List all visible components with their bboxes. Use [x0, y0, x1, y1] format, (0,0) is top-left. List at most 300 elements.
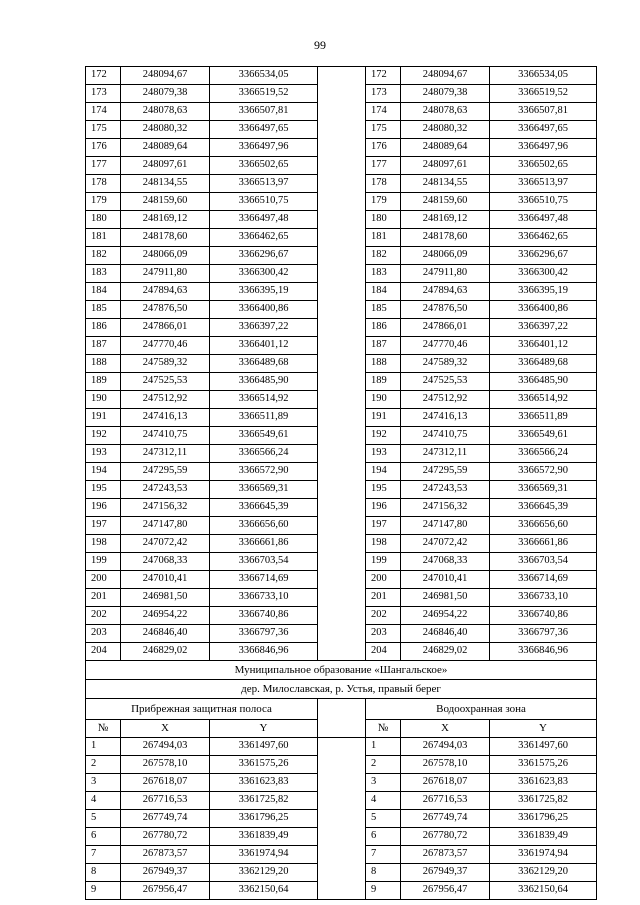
right-cell-y: 3366497,48 — [490, 211, 597, 229]
right-cell-y: 3361796,25 — [490, 810, 597, 828]
left-cell-y: 3366549,61 — [210, 427, 318, 445]
left-cell-x: 248094,67 — [121, 67, 210, 85]
right-cell-num: 5 — [366, 810, 401, 828]
right-cell-num: 178 — [366, 175, 401, 193]
right-cell-num: 191 — [366, 409, 401, 427]
left-cell-num: 204 — [86, 643, 121, 661]
right-cell-x: 247243,53 — [401, 481, 490, 499]
left-cell-y: 3361725,82 — [210, 792, 318, 810]
right-cell-y: 3361497,60 — [490, 738, 597, 756]
left-cell-x: 246981,50 — [121, 589, 210, 607]
left-cell-num: 9 — [86, 882, 121, 900]
right-cell-y: 3366397,22 — [490, 319, 597, 337]
right-cell-x: 247010,41 — [401, 571, 490, 589]
left-cell-y: 3366489,68 — [210, 355, 318, 373]
right-cell-x: 248089,64 — [401, 139, 490, 157]
lower-section — [86, 661, 597, 738]
column-gap — [318, 517, 366, 535]
left-cell-num: 202 — [86, 607, 121, 625]
coordinates-table — [85, 66, 597, 900]
table-row — [86, 810, 597, 828]
left-cell-num: 189 — [86, 373, 121, 391]
left-cell-x: 247312,11 — [121, 445, 210, 463]
table-row — [86, 589, 597, 607]
right-cell-x: 248159,60 — [401, 193, 490, 211]
left-cell-y: 3366797,36 — [210, 625, 318, 643]
left-cell-y: 3361839,49 — [210, 828, 318, 846]
right-cell-num: 7 — [366, 846, 401, 864]
left-cell-x: 267749,74 — [121, 810, 210, 828]
right-cell-x: 247866,01 — [401, 319, 490, 337]
table-row — [86, 445, 597, 463]
left-cell-x: 247295,59 — [121, 463, 210, 481]
left-cell-y: 3366714,69 — [210, 571, 318, 589]
right-cell-num: 2 — [366, 756, 401, 774]
table-row — [86, 553, 597, 571]
right-cell-num: 190 — [366, 391, 401, 409]
left-cell-num: 187 — [86, 337, 121, 355]
left-cell-x: 267494,03 — [121, 738, 210, 756]
column-gap — [318, 247, 366, 265]
left-cell-y: 3366740,86 — [210, 607, 318, 625]
left-cell-x: 247072,42 — [121, 535, 210, 553]
table-row — [86, 319, 597, 337]
left-cell-num: 192 — [86, 427, 121, 445]
left-cell-num: 180 — [86, 211, 121, 229]
right-cell-num: 200 — [366, 571, 401, 589]
right-cell-x: 246846,40 — [401, 625, 490, 643]
left-cell-x: 247410,75 — [121, 427, 210, 445]
table-row — [86, 774, 597, 792]
right-cell-y: 3361623,83 — [490, 774, 597, 792]
right-cell-y: 3362150,64 — [490, 882, 597, 900]
left-cell-num: 173 — [86, 85, 121, 103]
column-gap — [318, 720, 366, 738]
right-cell-x: 248094,67 — [401, 67, 490, 85]
table-row — [86, 828, 597, 846]
left-cell-x: 246846,40 — [121, 625, 210, 643]
left-cell-num: 178 — [86, 175, 121, 193]
left-cell-x: 267780,72 — [121, 828, 210, 846]
left-cell-num: 186 — [86, 319, 121, 337]
right-cell-x: 248134,55 — [401, 175, 490, 193]
column-gap — [318, 846, 366, 864]
left-cell-x: 247894,63 — [121, 283, 210, 301]
table-row — [86, 499, 597, 517]
column-gap — [318, 535, 366, 553]
right-cell-x: 247894,63 — [401, 283, 490, 301]
left-cell-x: 248097,61 — [121, 157, 210, 175]
left-cell-y: 3366511,89 — [210, 409, 318, 427]
right-cell-y: 3366510,75 — [490, 193, 597, 211]
right-cell-x: 267780,72 — [401, 828, 490, 846]
right-cell-x: 267716,53 — [401, 792, 490, 810]
right-cell-y: 3366797,36 — [490, 625, 597, 643]
column-gap — [318, 463, 366, 481]
right-cell-x: 267873,57 — [401, 846, 490, 864]
left-cell-x: 267618,07 — [121, 774, 210, 792]
right-cell-y: 3366703,54 — [490, 553, 597, 571]
left-cell-x: 247770,46 — [121, 337, 210, 355]
left-cell-y: 3366733,10 — [210, 589, 318, 607]
right-cell-y: 3366395,19 — [490, 283, 597, 301]
left-cell-y: 3366497,65 — [210, 121, 318, 139]
left-cell-y: 3361575,26 — [210, 756, 318, 774]
left-cell-num: 8 — [86, 864, 121, 882]
right-cell-num: 3 — [366, 774, 401, 792]
left-cell-y: 3362150,64 — [210, 882, 318, 900]
right-cell-x: 247312,11 — [401, 445, 490, 463]
left-cell-num: 183 — [86, 265, 121, 283]
right-cell-num: 199 — [366, 553, 401, 571]
right-cell-num: 185 — [366, 301, 401, 319]
right-cell-x: 246954,22 — [401, 607, 490, 625]
table-row — [86, 67, 597, 85]
left-cell-num: 188 — [86, 355, 121, 373]
right-cell-num: 6 — [366, 828, 401, 846]
left-cell-x: 247866,01 — [121, 319, 210, 337]
municipality-title: Муниципальное образование «Шангальское» — [86, 661, 597, 680]
table-row — [86, 301, 597, 319]
right-header-y: Y — [490, 720, 597, 738]
left-cell-x: 267873,57 — [121, 846, 210, 864]
left-cell-y: 3366485,90 — [210, 373, 318, 391]
left-cell-num: 197 — [86, 517, 121, 535]
left-cell-num: 175 — [86, 121, 121, 139]
left-cell-num: 195 — [86, 481, 121, 499]
left-cell-y: 3366497,48 — [210, 211, 318, 229]
left-cell-num: 4 — [86, 792, 121, 810]
left-cell-x: 247525,53 — [121, 373, 210, 391]
right-cell-num: 204 — [366, 643, 401, 661]
column-gap — [318, 810, 366, 828]
right-cell-num: 181 — [366, 229, 401, 247]
left-cell-x: 246829,02 — [121, 643, 210, 661]
left-cell-y: 3361623,83 — [210, 774, 318, 792]
right-cell-x: 247147,80 — [401, 517, 490, 535]
right-cell-num: 195 — [366, 481, 401, 499]
column-gap — [318, 427, 366, 445]
column-gap — [318, 699, 366, 720]
left-header-num: № — [86, 720, 121, 738]
left-cell-num: 185 — [86, 301, 121, 319]
right-cell-y: 3366513,97 — [490, 175, 597, 193]
table-row — [86, 355, 597, 373]
right-cell-num: 182 — [366, 247, 401, 265]
left-cell-y: 3361974,94 — [210, 846, 318, 864]
left-cell-x: 247243,53 — [121, 481, 210, 499]
column-gap — [318, 571, 366, 589]
left-cell-x: 248079,38 — [121, 85, 210, 103]
right-cell-y: 3361974,94 — [490, 846, 597, 864]
table-row — [86, 625, 597, 643]
right-cell-y: 3366740,86 — [490, 607, 597, 625]
left-cell-num: 177 — [86, 157, 121, 175]
column-gap — [318, 373, 366, 391]
right-cell-num: 179 — [366, 193, 401, 211]
left-cell-num: 199 — [86, 553, 121, 571]
table-row — [86, 391, 597, 409]
left-cell-y: 3366566,24 — [210, 445, 318, 463]
table-row — [86, 481, 597, 499]
left-cell-x: 247068,33 — [121, 553, 210, 571]
right-cell-x: 267956,47 — [401, 882, 490, 900]
right-cell-num: 192 — [366, 427, 401, 445]
right-cell-x: 247770,46 — [401, 337, 490, 355]
right-cell-x: 246829,02 — [401, 643, 490, 661]
table-row — [86, 211, 597, 229]
left-cell-y: 3366514,92 — [210, 391, 318, 409]
column-gap — [318, 607, 366, 625]
right-cell-y: 3366645,39 — [490, 499, 597, 517]
left-cell-x: 247010,41 — [121, 571, 210, 589]
table-row — [86, 846, 597, 864]
table-row — [86, 427, 597, 445]
column-gap — [318, 211, 366, 229]
column-gap — [318, 481, 366, 499]
left-cell-y: 3366846,96 — [210, 643, 318, 661]
column-gap — [318, 738, 366, 756]
page-number: 99 — [314, 38, 326, 52]
right-cell-num: 180 — [366, 211, 401, 229]
left-cell-num: 3 — [86, 774, 121, 792]
left-cell-num: 176 — [86, 139, 121, 157]
left-cell-x: 267956,47 — [121, 882, 210, 900]
left-cell-x: 247147,80 — [121, 517, 210, 535]
table-row — [86, 247, 597, 265]
right-cell-y: 3361575,26 — [490, 756, 597, 774]
table-row — [86, 103, 597, 121]
right-cell-y: 3366511,89 — [490, 409, 597, 427]
left-cell-y: 3366296,67 — [210, 247, 318, 265]
table-row — [86, 607, 597, 625]
left-cell-num: 6 — [86, 828, 121, 846]
table-row — [86, 882, 597, 900]
table-row — [86, 175, 597, 193]
left-cell-y: 3366300,42 — [210, 265, 318, 283]
table-row — [86, 864, 597, 882]
right-cell-x: 247068,33 — [401, 553, 490, 571]
right-cell-num: 201 — [366, 589, 401, 607]
left-cell-num: 200 — [86, 571, 121, 589]
left-cell-y: 3362129,20 — [210, 864, 318, 882]
left-cell-y: 3366661,86 — [210, 535, 318, 553]
right-cell-y: 3366507,81 — [490, 103, 597, 121]
right-cell-x: 247156,32 — [401, 499, 490, 517]
column-gap — [318, 774, 366, 792]
right-cell-x: 267749,74 — [401, 810, 490, 828]
right-cell-num: 186 — [366, 319, 401, 337]
right-cell-num: 4 — [366, 792, 401, 810]
right-cell-y: 3366300,42 — [490, 265, 597, 283]
left-cell-x: 247911,80 — [121, 265, 210, 283]
right-cell-x: 248066,09 — [401, 247, 490, 265]
left-cell-y: 3366502,65 — [210, 157, 318, 175]
left-section-title: Прибрежная защитная полоса — [86, 699, 318, 720]
right-cell-y: 3366733,10 — [490, 589, 597, 607]
right-cell-y: 3366656,60 — [490, 517, 597, 535]
right-cell-y: 3366462,65 — [490, 229, 597, 247]
right-cell-num: 175 — [366, 121, 401, 139]
left-cell-y: 3366513,97 — [210, 175, 318, 193]
right-cell-x: 247295,59 — [401, 463, 490, 481]
right-cell-y: 3366514,92 — [490, 391, 597, 409]
table-row — [86, 337, 597, 355]
left-cell-y: 3366569,31 — [210, 481, 318, 499]
left-cell-x: 267949,37 — [121, 864, 210, 882]
column-gap — [318, 792, 366, 810]
column-gap — [318, 301, 366, 319]
left-cell-x: 248134,55 — [121, 175, 210, 193]
left-cell-y: 3366507,81 — [210, 103, 318, 121]
left-cell-y: 3366656,60 — [210, 517, 318, 535]
right-cell-y: 3361839,49 — [490, 828, 597, 846]
lower-coordinates-body — [86, 738, 597, 900]
left-cell-x: 267716,53 — [121, 792, 210, 810]
right-cell-num: 203 — [366, 625, 401, 643]
table-row — [86, 409, 597, 427]
table-row — [86, 139, 597, 157]
right-cell-x: 267618,07 — [401, 774, 490, 792]
column-gap — [318, 756, 366, 774]
table-row — [86, 517, 597, 535]
left-header-x: X — [121, 720, 210, 738]
right-cell-num: 194 — [366, 463, 401, 481]
right-cell-y: 3366497,96 — [490, 139, 597, 157]
left-cell-num: 174 — [86, 103, 121, 121]
right-cell-y: 3366846,96 — [490, 643, 597, 661]
locality-title: дер. Милославская, р. Устья, правый берег — [86, 680, 597, 699]
left-cell-y: 3366645,39 — [210, 499, 318, 517]
left-cell-num: 1 — [86, 738, 121, 756]
right-cell-x: 247416,13 — [401, 409, 490, 427]
column-gap — [318, 85, 366, 103]
column-gap — [318, 553, 366, 571]
right-cell-x: 247512,92 — [401, 391, 490, 409]
table-row — [86, 738, 597, 756]
column-gap — [318, 175, 366, 193]
left-cell-x: 248080,32 — [121, 121, 210, 139]
column-gap — [318, 67, 366, 85]
column-gap — [318, 643, 366, 661]
right-cell-num: 193 — [366, 445, 401, 463]
column-gap — [318, 121, 366, 139]
right-cell-x: 248169,12 — [401, 211, 490, 229]
column-gap — [318, 319, 366, 337]
right-cell-y: 3366296,67 — [490, 247, 597, 265]
left-header-y: Y — [210, 720, 318, 738]
right-cell-x: 248078,63 — [401, 103, 490, 121]
right-cell-y: 3361725,82 — [490, 792, 597, 810]
right-cell-num: 177 — [366, 157, 401, 175]
left-cell-num: 198 — [86, 535, 121, 553]
column-gap — [318, 864, 366, 882]
right-cell-num: 184 — [366, 283, 401, 301]
right-cell-y: 3366714,69 — [490, 571, 597, 589]
column-gap — [318, 355, 366, 373]
right-cell-x: 248178,60 — [401, 229, 490, 247]
table-row — [86, 643, 597, 661]
right-section-title: Водоохранная зона — [366, 699, 597, 720]
table-row — [86, 229, 597, 247]
left-cell-x: 248066,09 — [121, 247, 210, 265]
left-cell-num: 182 — [86, 247, 121, 265]
right-cell-y: 3366566,24 — [490, 445, 597, 463]
right-cell-y: 3366489,68 — [490, 355, 597, 373]
left-cell-y: 3366395,19 — [210, 283, 318, 301]
left-cell-x: 248078,63 — [121, 103, 210, 121]
left-cell-y: 3366519,52 — [210, 85, 318, 103]
right-cell-x: 267578,10 — [401, 756, 490, 774]
left-cell-num: 184 — [86, 283, 121, 301]
right-cell-num: 172 — [366, 67, 401, 85]
table-row — [86, 373, 597, 391]
left-cell-x: 247416,13 — [121, 409, 210, 427]
left-cell-num: 201 — [86, 589, 121, 607]
right-cell-y: 3366497,65 — [490, 121, 597, 139]
right-cell-x: 267494,03 — [401, 738, 490, 756]
left-cell-y: 3361796,25 — [210, 810, 318, 828]
right-header-x: X — [401, 720, 490, 738]
left-cell-x: 248178,60 — [121, 229, 210, 247]
left-cell-num: 193 — [86, 445, 121, 463]
right-cell-num: 176 — [366, 139, 401, 157]
left-cell-num: 2 — [86, 756, 121, 774]
right-cell-y: 3366661,86 — [490, 535, 597, 553]
left-cell-x: 248169,12 — [121, 211, 210, 229]
right-cell-num: 196 — [366, 499, 401, 517]
left-cell-num: 179 — [86, 193, 121, 211]
left-cell-x: 247156,32 — [121, 499, 210, 517]
left-cell-num: 7 — [86, 846, 121, 864]
column-gap — [318, 499, 366, 517]
right-cell-y: 3366572,90 — [490, 463, 597, 481]
right-cell-x: 247589,32 — [401, 355, 490, 373]
right-cell-num: 1 — [366, 738, 401, 756]
right-cell-x: 247525,53 — [401, 373, 490, 391]
right-cell-x: 247072,42 — [401, 535, 490, 553]
right-cell-y: 3366519,52 — [490, 85, 597, 103]
right-cell-x: 267949,37 — [401, 864, 490, 882]
right-cell-num: 174 — [366, 103, 401, 121]
right-cell-x: 247911,80 — [401, 265, 490, 283]
table-row — [86, 85, 597, 103]
right-cell-y: 3366534,05 — [490, 67, 597, 85]
left-cell-num: 190 — [86, 391, 121, 409]
left-cell-x: 248089,64 — [121, 139, 210, 157]
column-gap — [318, 265, 366, 283]
right-cell-num: 8 — [366, 864, 401, 882]
upper-coordinates-body — [86, 67, 597, 661]
left-cell-y: 3366703,54 — [210, 553, 318, 571]
left-cell-x: 247876,50 — [121, 301, 210, 319]
column-gap — [318, 625, 366, 643]
table-row — [86, 193, 597, 211]
left-cell-num: 181 — [86, 229, 121, 247]
left-cell-x: 246954,22 — [121, 607, 210, 625]
right-cell-y: 3366549,61 — [490, 427, 597, 445]
right-header-num: № — [366, 720, 401, 738]
left-cell-y: 3366510,75 — [210, 193, 318, 211]
right-cell-y: 3366400,86 — [490, 301, 597, 319]
table-row — [86, 792, 597, 810]
left-cell-y: 3366400,86 — [210, 301, 318, 319]
right-cell-num: 198 — [366, 535, 401, 553]
right-cell-num: 189 — [366, 373, 401, 391]
column-gap — [318, 391, 366, 409]
right-cell-num: 197 — [366, 517, 401, 535]
column-gap — [318, 589, 366, 607]
